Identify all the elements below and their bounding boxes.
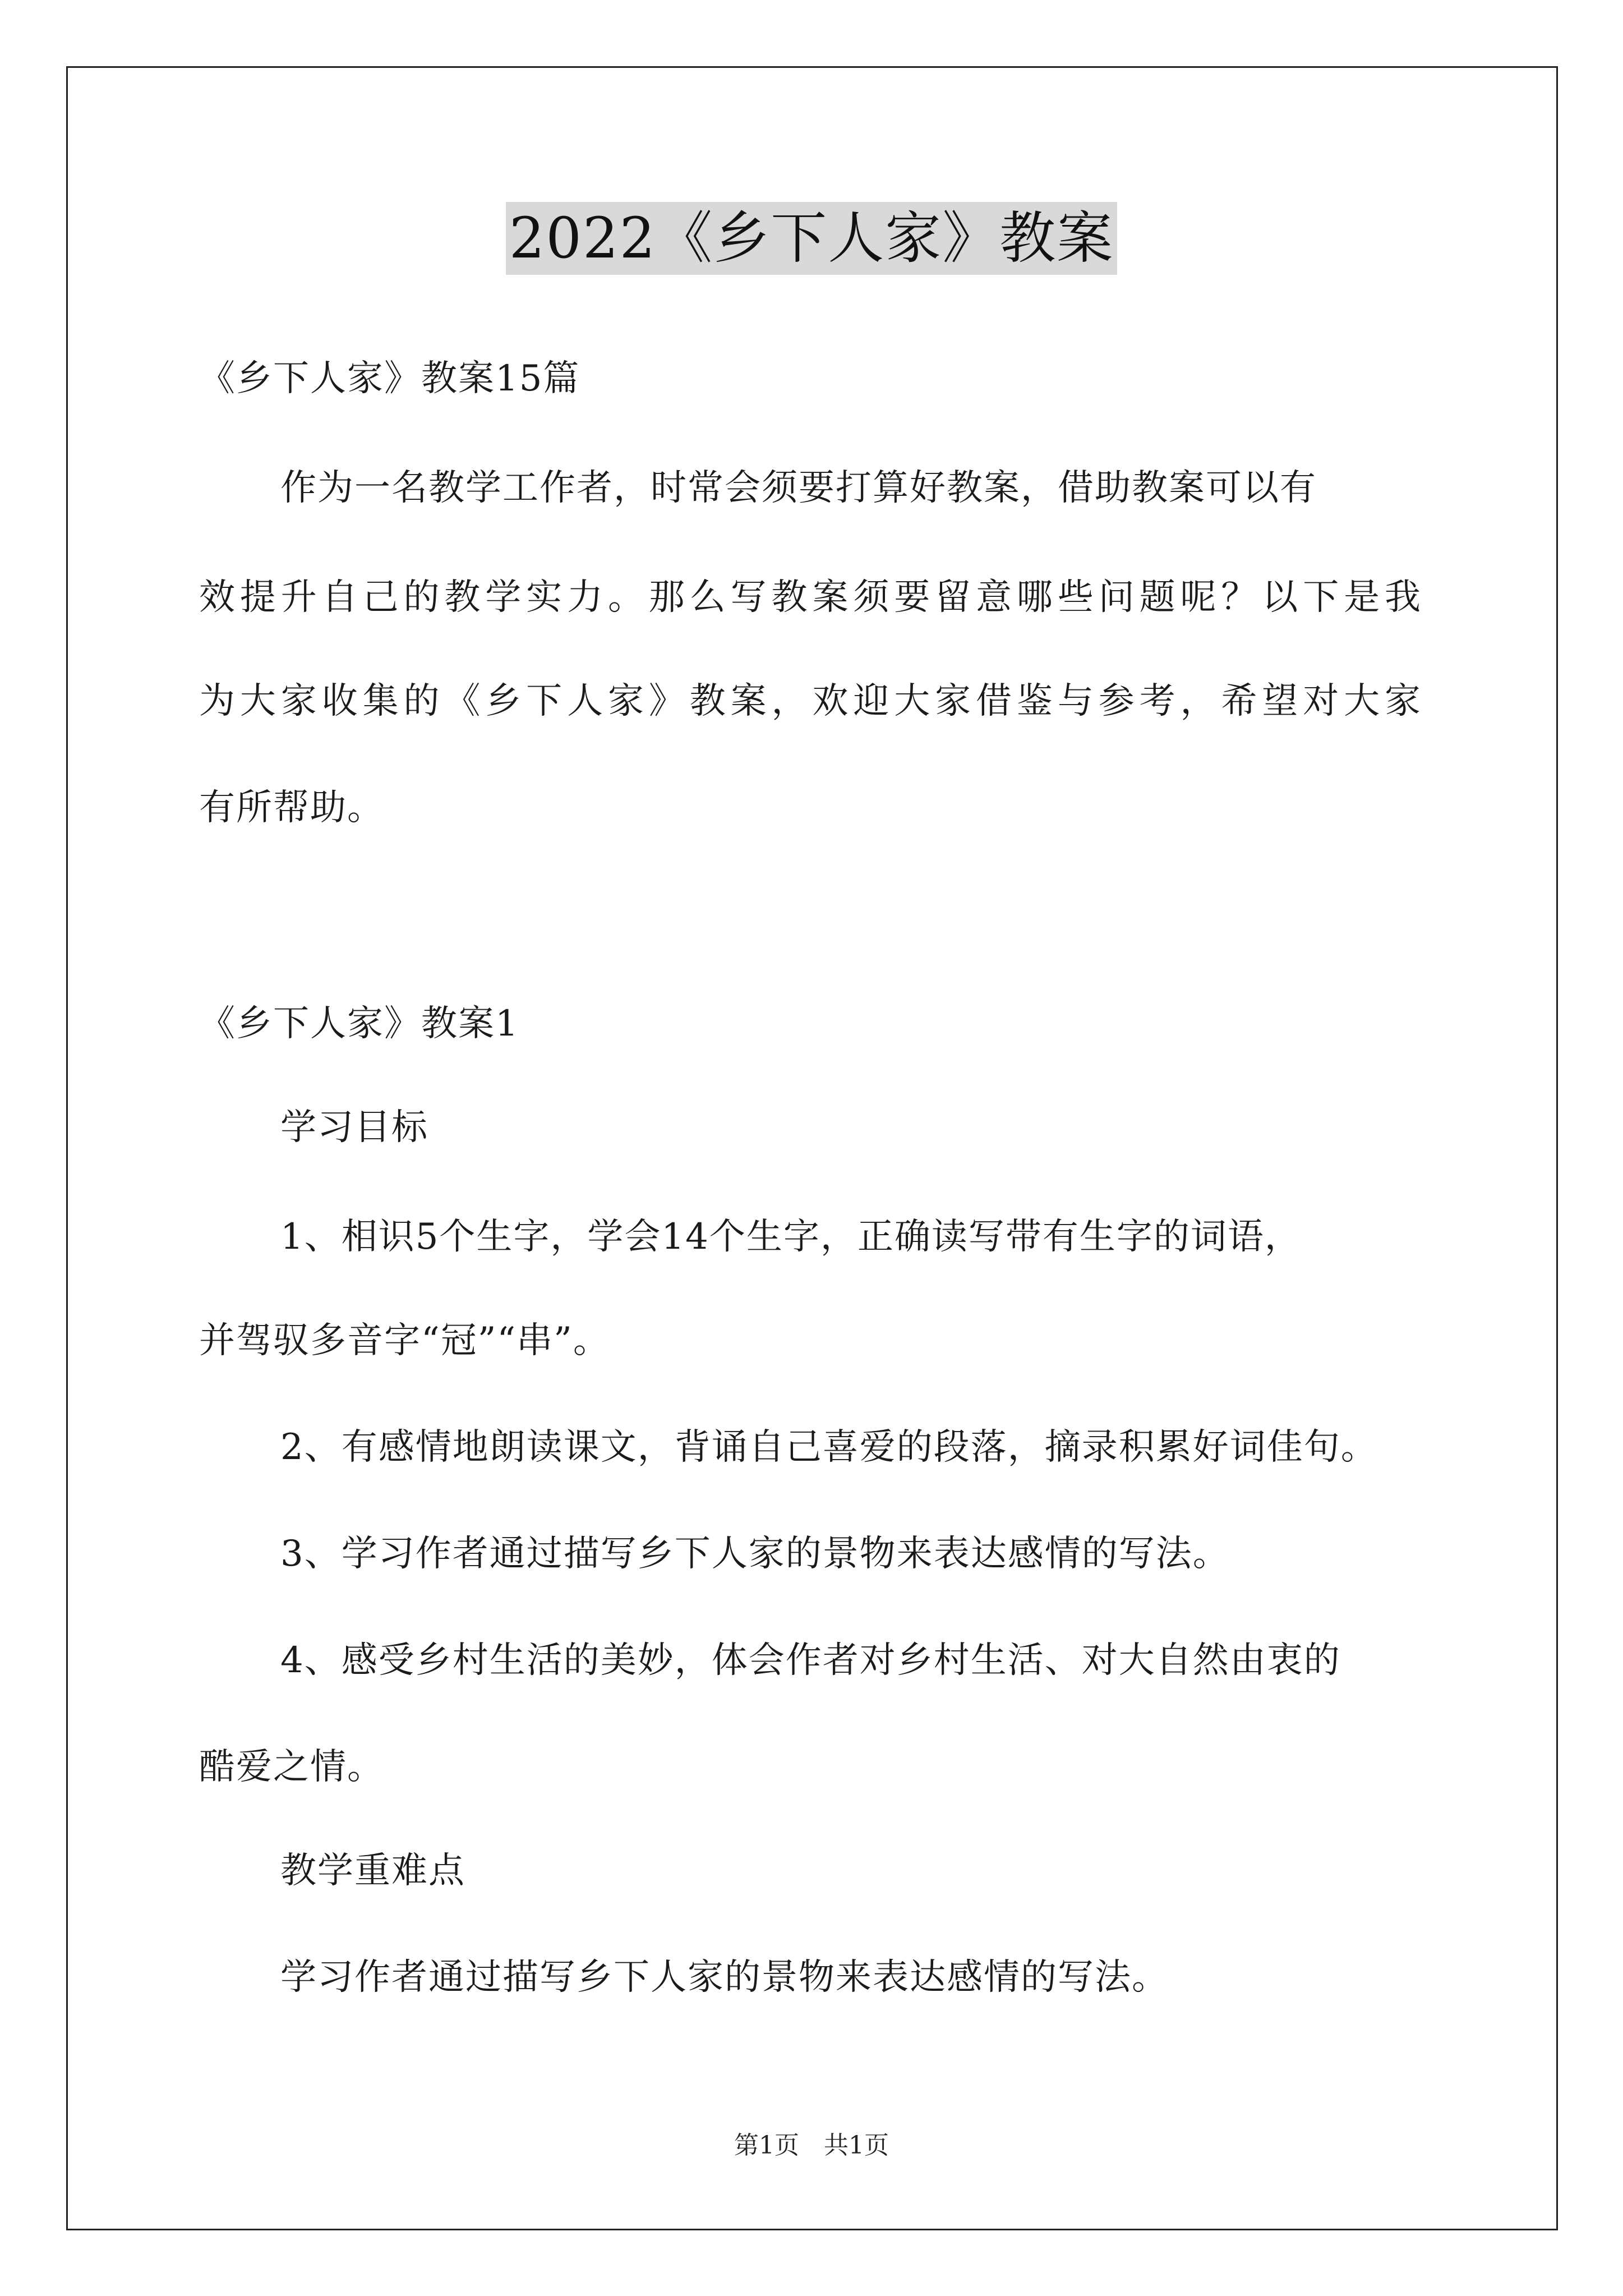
objectives-heading: 学习目标 [280,1107,428,1148]
intro-line-2: 效提升自己的教学实力。那么写教案须要留意哪些问题呢？以下是我 [199,577,1422,618]
intro-line-1: 作为一名教学工作者，时常会须要打算好教案，借助教案可以有 [280,467,1317,509]
objective-1-line-2: 并驾驭多音字“冠”“串”。 [199,1320,610,1361]
objective-2: 2、有感情地朗读课文，背诵自己喜爱的段落，摘录积累好词佳句。 [280,1427,1378,1468]
key-points-heading: 教学重难点 [280,1850,465,1892]
page-footer: 第1页 共1页 [734,2131,889,2160]
objective-4-line-2: 酷爱之情。 [199,1746,384,1788]
intro-line-4: 有所帮助。 [199,787,384,829]
objective-3: 3、学习作者通过描写乡下人家的景物来表达感情的写法。 [280,1533,1230,1575]
intro-line-3: 为大家收集的《乡下人家》教案，欢迎大家借鉴与参考，希望对大家 [199,680,1422,722]
section-heading: 《乡下人家》教案1 [199,1003,519,1045]
key-points-text: 学习作者通过描写乡下人家的景物来表达感情的写法。 [280,1957,1169,1998]
collection-subtitle: 《乡下人家》教案15篇 [199,358,580,399]
objective-1-line-1: 1、相识5个生字，学会14个生字，正确读写带有生字的词语， [280,1216,1302,1258]
document-title: 2022《乡下人家》教案 [506,202,1118,275]
objective-4-line-1: 4、感受乡村生活的美妙，体会作者对乡村生活、对大自然由衷的 [280,1640,1341,1681]
title-container [0,202,1623,275]
